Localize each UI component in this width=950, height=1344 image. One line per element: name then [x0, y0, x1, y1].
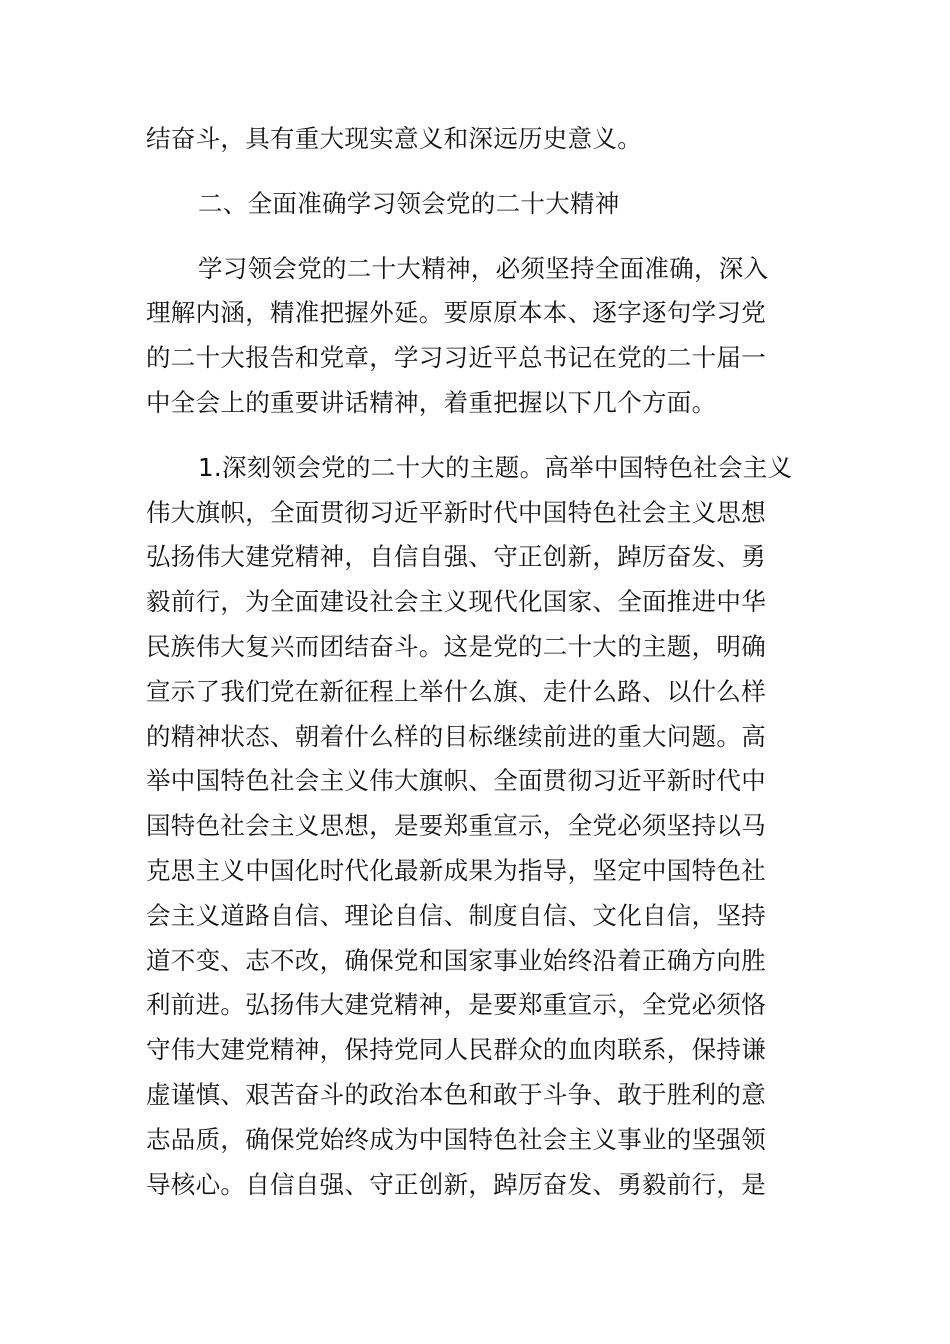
- text-line: 志品质，确保党始终成为中国特色社会主义事业的坚强领: [146, 1124, 766, 1154]
- text-line: 的精神状态、朝着什么样的目标继续前进的重大问题。高: [146, 721, 766, 751]
- text-line: 守伟大建党精神，保持党同人民群众的血肉联系，保持谦: [146, 1035, 766, 1065]
- text-line: 宣示了我们党在新征程上举什么旗、走什么路、以什么样: [146, 676, 766, 706]
- text-line: 民族伟大复兴而团结奋斗。这是党的二十大的主题，明确: [146, 631, 766, 661]
- text-line: 会主义道路自信、理论自信、制度自信、文化自信，坚持: [146, 900, 766, 930]
- text-line: 举中国特色社会主义伟大旗帜、全面贯彻习近平新时代中: [146, 766, 766, 796]
- section-heading: 二、全面准确学习领会党的二十大精神: [198, 188, 620, 218]
- text-line: 1.深刻领会党的二十大的主题。高举中国特色社会主义: [198, 452, 793, 482]
- document-body: [146, 117, 808, 1207]
- text-line: 利前进。弘扬伟大建党精神，是要郑重宣示，全党必须恪: [146, 990, 766, 1020]
- text-line: 学习领会党的二十大精神，必须坚持全面准确，深入: [198, 253, 769, 283]
- text-line: 导核心。自信自强、守正创新，踔厉奋发、勇毅前行，是: [146, 1169, 766, 1199]
- text-line: 的二十大报告和党章，学习习近平总书记在党的二十届一: [146, 343, 766, 373]
- text-line: 理解内涵，精准把握外延。要原原本本、逐字逐句学习党: [146, 298, 766, 328]
- text-line: 国特色社会主义思想，是要郑重宣示，全党必须坚持以马: [146, 811, 766, 841]
- text-line: 克思主义中国化时代化最新成果为指导，坚定中国特色社: [146, 855, 766, 885]
- text-line: 虚谨慎、艰苦奋斗的政治本色和敢于斗争、敢于胜利的意: [146, 1079, 766, 1109]
- text-line: 弘扬伟大建党精神，自信自强、守正创新，踔厉奋发、勇: [146, 542, 766, 572]
- text-line: 毅前行，为全面建设社会主义现代化国家、全面推进中华: [146, 587, 766, 617]
- text-line: 结奋斗，具有重大现实意义和深远历史意义。: [146, 124, 642, 153]
- text-line: 道不变、志不改，确保党和国家事业始终沿着正确方向胜: [146, 945, 766, 975]
- text-line: 中全会上的重要讲话精神，着重把握以下几个方面。: [146, 387, 717, 417]
- text-line: 伟大旗帜，全面贯彻习近平新时代中国特色社会主义思想: [146, 497, 766, 527]
